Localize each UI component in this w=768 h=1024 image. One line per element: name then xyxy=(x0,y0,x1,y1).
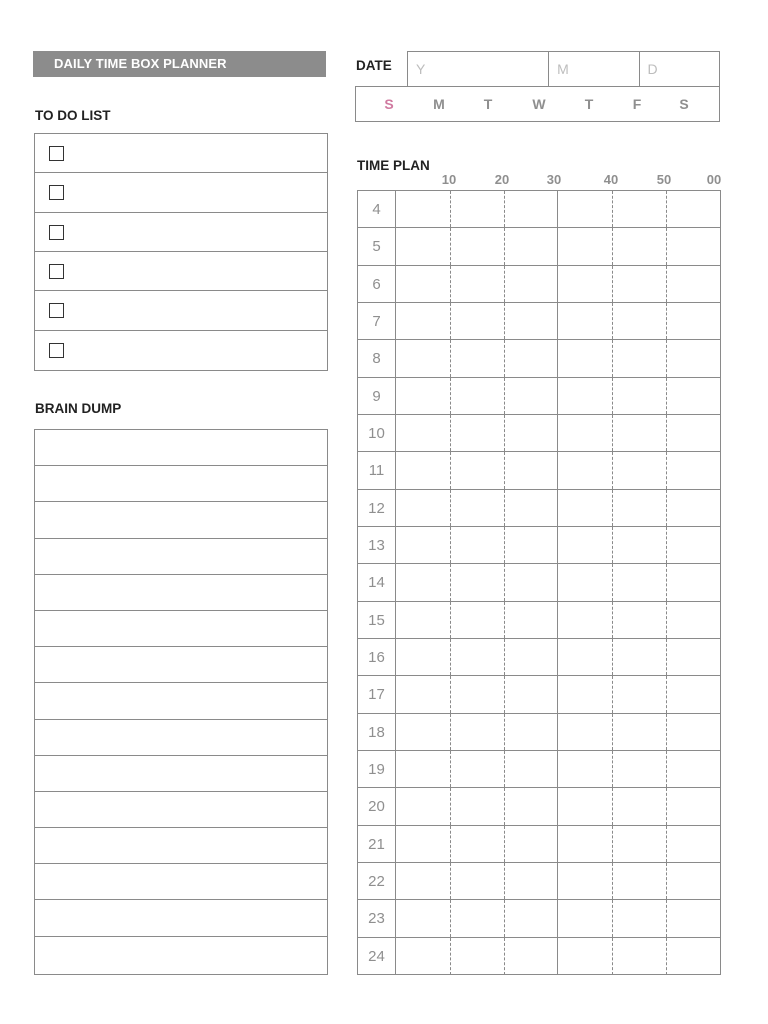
time-divider xyxy=(612,602,613,638)
time-divider xyxy=(612,826,613,862)
time-divider xyxy=(450,452,451,488)
time-divider xyxy=(557,191,558,227)
time-plan-row[interactable] xyxy=(358,527,720,564)
brain-dump-line[interactable] xyxy=(35,864,327,900)
time-divider xyxy=(557,751,558,787)
time-divider xyxy=(557,303,558,339)
time-plan-row[interactable] xyxy=(358,340,720,377)
time-divider xyxy=(612,714,613,750)
brain-dump-line[interactable] xyxy=(35,430,327,466)
time-plan-row[interactable] xyxy=(358,863,720,900)
time-divider xyxy=(504,340,505,376)
todo-list-label: TO DO LIST xyxy=(35,108,111,123)
time-divider xyxy=(450,751,451,787)
checkbox[interactable] xyxy=(49,146,64,161)
time-plan-row[interactable] xyxy=(358,490,720,527)
time-divider xyxy=(450,788,451,824)
time-plan-grid xyxy=(357,190,721,975)
hour-label: 24 xyxy=(358,938,396,975)
time-plan-row[interactable] xyxy=(358,751,720,788)
time-divider xyxy=(450,228,451,264)
time-divider xyxy=(666,714,667,750)
time-divider xyxy=(666,564,667,600)
time-divider xyxy=(666,415,667,451)
hour-label: 9 xyxy=(358,378,396,414)
time-plan-row[interactable] xyxy=(358,602,720,639)
time-divider xyxy=(504,303,505,339)
time-divider xyxy=(450,340,451,376)
checkbox[interactable] xyxy=(49,343,64,358)
todo-list xyxy=(34,133,328,371)
time-divider xyxy=(504,676,505,712)
time-divider xyxy=(666,602,667,638)
time-plan-row[interactable] xyxy=(358,938,720,975)
time-divider xyxy=(612,900,613,936)
time-divider xyxy=(557,490,558,526)
weekday-option[interactable]: T xyxy=(584,96,594,112)
brain-dump-line[interactable] xyxy=(35,720,327,756)
time-divider xyxy=(450,378,451,414)
date-year-field[interactable]: Y xyxy=(408,52,549,87)
time-divider xyxy=(612,527,613,563)
minute-tick-label: 50 xyxy=(656,172,672,187)
time-divider xyxy=(557,340,558,376)
hour-label: 19 xyxy=(358,751,396,787)
time-divider xyxy=(666,527,667,563)
brain-dump-line[interactable] xyxy=(35,539,327,575)
time-plan-row[interactable] xyxy=(358,452,720,489)
brain-dump-line[interactable] xyxy=(35,466,327,502)
weekday-option[interactable]: S xyxy=(679,96,689,112)
time-divider xyxy=(450,415,451,451)
minute-tick-label: 20 xyxy=(494,172,510,187)
time-divider xyxy=(504,378,505,414)
time-divider xyxy=(504,527,505,563)
time-divider xyxy=(504,863,505,899)
time-divider xyxy=(612,490,613,526)
time-plan-row[interactable] xyxy=(358,378,720,415)
brain-dump-line[interactable] xyxy=(35,828,327,864)
date-day-field[interactable]: D xyxy=(647,61,658,77)
time-divider xyxy=(666,751,667,787)
time-divider xyxy=(557,564,558,600)
hour-label: 21 xyxy=(358,826,396,862)
date-month-field[interactable]: M xyxy=(549,52,639,87)
hour-label: 14 xyxy=(358,564,396,600)
time-divider xyxy=(450,826,451,862)
brain-dump xyxy=(34,429,328,975)
time-plan-row[interactable] xyxy=(358,900,720,937)
time-plan-row[interactable] xyxy=(358,415,720,452)
checkbox[interactable] xyxy=(49,225,64,240)
time-divider xyxy=(666,266,667,302)
hour-label: 22 xyxy=(358,863,396,899)
time-divider xyxy=(612,788,613,824)
time-plan-label: TIME PLAN xyxy=(357,158,430,173)
todo-item[interactable] xyxy=(35,134,327,173)
weekday-selector xyxy=(355,86,720,122)
time-divider xyxy=(557,938,558,975)
time-divider xyxy=(450,266,451,302)
brain-dump-line[interactable] xyxy=(35,575,327,611)
weekday-option[interactable]: T xyxy=(483,96,493,112)
time-divider xyxy=(450,191,451,227)
time-divider xyxy=(504,714,505,750)
time-divider xyxy=(504,266,505,302)
hour-label: 18 xyxy=(358,714,396,750)
hour-label: 11 xyxy=(358,452,396,488)
page-title: DAILY TIME BOX PLANNER xyxy=(33,51,326,77)
time-divider xyxy=(557,676,558,712)
time-plan-row[interactable] xyxy=(358,714,720,751)
time-divider xyxy=(557,900,558,936)
minute-tick-label: 00 xyxy=(706,172,722,187)
time-divider xyxy=(557,863,558,899)
brain-dump-line[interactable] xyxy=(35,792,327,828)
brain-dump-line[interactable] xyxy=(35,502,327,538)
hour-label: 12 xyxy=(358,490,396,526)
time-divider xyxy=(612,676,613,712)
time-divider xyxy=(504,191,505,227)
time-divider xyxy=(666,378,667,414)
todo-item[interactable] xyxy=(35,252,327,291)
time-divider xyxy=(612,340,613,376)
brain-dump-label: BRAIN DUMP xyxy=(35,401,122,416)
time-divider xyxy=(504,938,505,975)
time-divider xyxy=(612,564,613,600)
hour-label: 20 xyxy=(358,788,396,824)
time-divider xyxy=(504,228,505,264)
time-divider xyxy=(612,452,613,488)
time-divider xyxy=(666,303,667,339)
time-divider xyxy=(557,452,558,488)
time-divider xyxy=(557,266,558,302)
time-divider xyxy=(666,639,667,675)
time-plan-row[interactable] xyxy=(358,564,720,601)
time-divider xyxy=(666,490,667,526)
time-divider xyxy=(612,751,613,787)
minute-tick-label: 40 xyxy=(603,172,619,187)
time-divider xyxy=(504,452,505,488)
minute-tick-label: 10 xyxy=(441,172,457,187)
time-divider xyxy=(612,378,613,414)
brain-dump-line[interactable] xyxy=(35,900,327,936)
time-divider xyxy=(504,751,505,787)
brain-dump-line[interactable] xyxy=(35,683,327,719)
time-divider xyxy=(450,938,451,975)
time-divider xyxy=(666,452,667,488)
time-plan-row[interactable] xyxy=(358,676,720,713)
time-divider xyxy=(557,228,558,264)
todo-item[interactable] xyxy=(35,291,327,330)
time-plan-row[interactable] xyxy=(358,303,720,340)
time-divider xyxy=(557,714,558,750)
time-divider xyxy=(666,900,667,936)
time-divider xyxy=(612,415,613,451)
hour-label: 23 xyxy=(358,900,396,936)
brain-dump-line[interactable] xyxy=(35,647,327,683)
time-divider xyxy=(557,639,558,675)
time-plan-row[interactable] xyxy=(358,266,720,303)
time-divider xyxy=(450,527,451,563)
time-divider xyxy=(450,490,451,526)
time-divider xyxy=(612,863,613,899)
time-divider xyxy=(450,714,451,750)
time-divider xyxy=(504,788,505,824)
minute-ticks xyxy=(0,172,768,188)
time-divider xyxy=(666,676,667,712)
date-fields xyxy=(407,51,720,87)
hour-label: 10 xyxy=(358,415,396,451)
time-divider xyxy=(557,378,558,414)
weekday-option[interactable]: M xyxy=(433,96,445,112)
time-plan-row[interactable] xyxy=(358,826,720,863)
brain-dump-line[interactable] xyxy=(35,756,327,792)
time-divider xyxy=(504,602,505,638)
time-plan-row[interactable] xyxy=(358,639,720,676)
time-divider xyxy=(557,602,558,638)
time-divider xyxy=(612,303,613,339)
time-plan-row[interactable] xyxy=(358,228,720,265)
hour-label: 15 xyxy=(358,602,396,638)
time-divider xyxy=(557,788,558,824)
hour-label: 16 xyxy=(358,639,396,675)
weekday-option[interactable]: F xyxy=(632,96,642,112)
hour-label: 7 xyxy=(358,303,396,339)
hour-label: 5 xyxy=(358,228,396,264)
time-divider xyxy=(666,863,667,899)
time-divider xyxy=(450,602,451,638)
hour-label: 8 xyxy=(358,340,396,376)
time-divider xyxy=(450,639,451,675)
time-divider xyxy=(666,228,667,264)
time-divider xyxy=(504,564,505,600)
time-divider xyxy=(612,266,613,302)
brain-dump-line[interactable] xyxy=(35,937,327,973)
time-divider xyxy=(557,527,558,563)
hour-label: 17 xyxy=(358,676,396,712)
time-divider xyxy=(666,788,667,824)
checkbox[interactable] xyxy=(49,264,64,279)
time-divider xyxy=(450,676,451,712)
todo-item[interactable] xyxy=(35,213,327,252)
weekday-option[interactable]: W xyxy=(532,96,546,112)
time-divider xyxy=(504,415,505,451)
time-divider xyxy=(612,228,613,264)
todo-item[interactable] xyxy=(35,331,327,370)
time-divider xyxy=(612,639,613,675)
time-divider xyxy=(504,826,505,862)
time-divider xyxy=(504,639,505,675)
time-divider xyxy=(450,564,451,600)
checkbox[interactable] xyxy=(49,303,64,318)
time-divider xyxy=(504,490,505,526)
time-divider xyxy=(450,863,451,899)
time-divider xyxy=(666,340,667,376)
time-divider xyxy=(666,191,667,227)
weekday-option[interactable]: S xyxy=(384,96,394,112)
time-divider xyxy=(557,826,558,862)
time-divider xyxy=(504,900,505,936)
time-plan-row[interactable] xyxy=(358,788,720,825)
hour-label: 13 xyxy=(358,527,396,563)
time-divider xyxy=(450,303,451,339)
time-plan-row[interactable] xyxy=(358,191,720,228)
time-divider xyxy=(612,938,613,975)
minute-tick-label: 30 xyxy=(546,172,562,187)
brain-dump-line[interactable] xyxy=(35,611,327,647)
time-divider xyxy=(450,900,451,936)
time-divider xyxy=(612,191,613,227)
hour-label: 6 xyxy=(358,266,396,302)
time-divider xyxy=(666,826,667,862)
hour-label: 4 xyxy=(358,191,396,227)
time-divider xyxy=(666,938,667,975)
time-divider xyxy=(557,415,558,451)
date-label: DATE xyxy=(356,58,392,73)
